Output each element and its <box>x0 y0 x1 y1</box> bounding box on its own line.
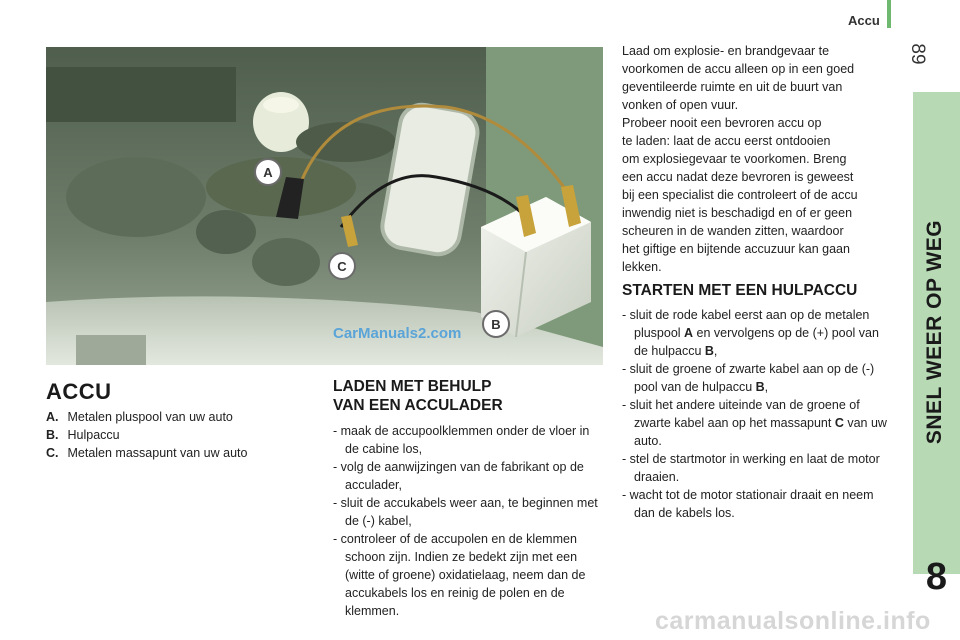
starten-heading: STARTEN MET EEN HULPACCU <box>622 282 858 299</box>
laden-heading: LADEN MET BEHULP VAN EEN ACCULADER <box>333 378 503 414</box>
legend-item: C. Metalen massapunt van uw auto <box>46 446 248 460</box>
illustration-watermark: CarManuals2.com <box>333 325 462 342</box>
chapter-side-tab <box>913 92 960 574</box>
battery-jump-illustration <box>46 47 603 365</box>
accu-heading: ACCU <box>46 379 112 404</box>
accu-legend <box>46 408 247 462</box>
laden-step: - controleer of de accupolen en de klemmen schoon zijn. Indien ze bedekt zijn met een (witte of groene) oxidatielaag, neem dan de accukabels los en reinig de polen en de klemmen. <box>333 532 586 618</box>
chapter-number: 8 <box>925 556 948 598</box>
footer-watermark: carmanualsonline.info <box>655 607 931 635</box>
marker-a <box>255 159 281 185</box>
starten-step: - stel de startmotor in werking en laat de motor draaien. <box>622 452 880 484</box>
svg-text:C: C <box>337 259 347 274</box>
svg-text:A: A <box>263 165 273 180</box>
marker-b <box>483 311 509 337</box>
page-number: 89 <box>907 43 928 65</box>
starten-step: - wacht tot de motor stationair draait en neem dan de kabels los. <box>622 488 874 520</box>
laden-steps <box>333 422 601 620</box>
starten-steps <box>622 306 894 522</box>
chapter-side-label: SNEL WEER OP WEG <box>923 219 946 445</box>
legend-item: A. Metalen pluspool van uw auto <box>46 410 233 424</box>
svg-text:B: B <box>491 317 501 332</box>
page-header-title: Accu <box>848 13 880 28</box>
legend-item: B. Hulpaccu <box>46 428 120 442</box>
starten-step: - sluit de groene of zwarte kabel aan op de (-) pool van de hulpaccu B, <box>622 362 875 394</box>
marker-c <box>329 253 355 279</box>
laden-step: - maak de accupoolklemmen onder de vloer in de cabine los, <box>333 424 590 456</box>
starten-step: - sluit het andere uiteinde van de groene of zwarte kabel aan op het massapunt C van uw auto. <box>622 398 887 448</box>
starten-step: - sluit de rode kabel eerst aan op de metalen pluspool A en vervolgens op de (+) pool van de hulpaccu B, <box>622 308 879 358</box>
header-accent-bar <box>887 0 891 28</box>
safety-warning-text: Laad om explosie- en brandgevaar te voorkomen de accu alleen op in een goed geventileerde ruimte en uit de buurt van vonken of open vuur. Probeer nooit een bevroren accu op te laden: laat de accu eerst ontdooien om explosiegevaar te voorkomen. Breng een accu nadat deze bevroren is geweest bij een specialist die controleert of de accu inwendig niet is beschadigd en of er geen scheuren in de wanden zitten, waardoor het giftige en bijtende accuzuur kan gaan lekken. <box>622 44 858 274</box>
laden-step: - sluit de accukabels weer aan, te beginnen met de (-) kabel, <box>333 496 598 528</box>
laden-step: - volg de aanwijzingen van de fabrikant op de acculader, <box>333 460 584 492</box>
